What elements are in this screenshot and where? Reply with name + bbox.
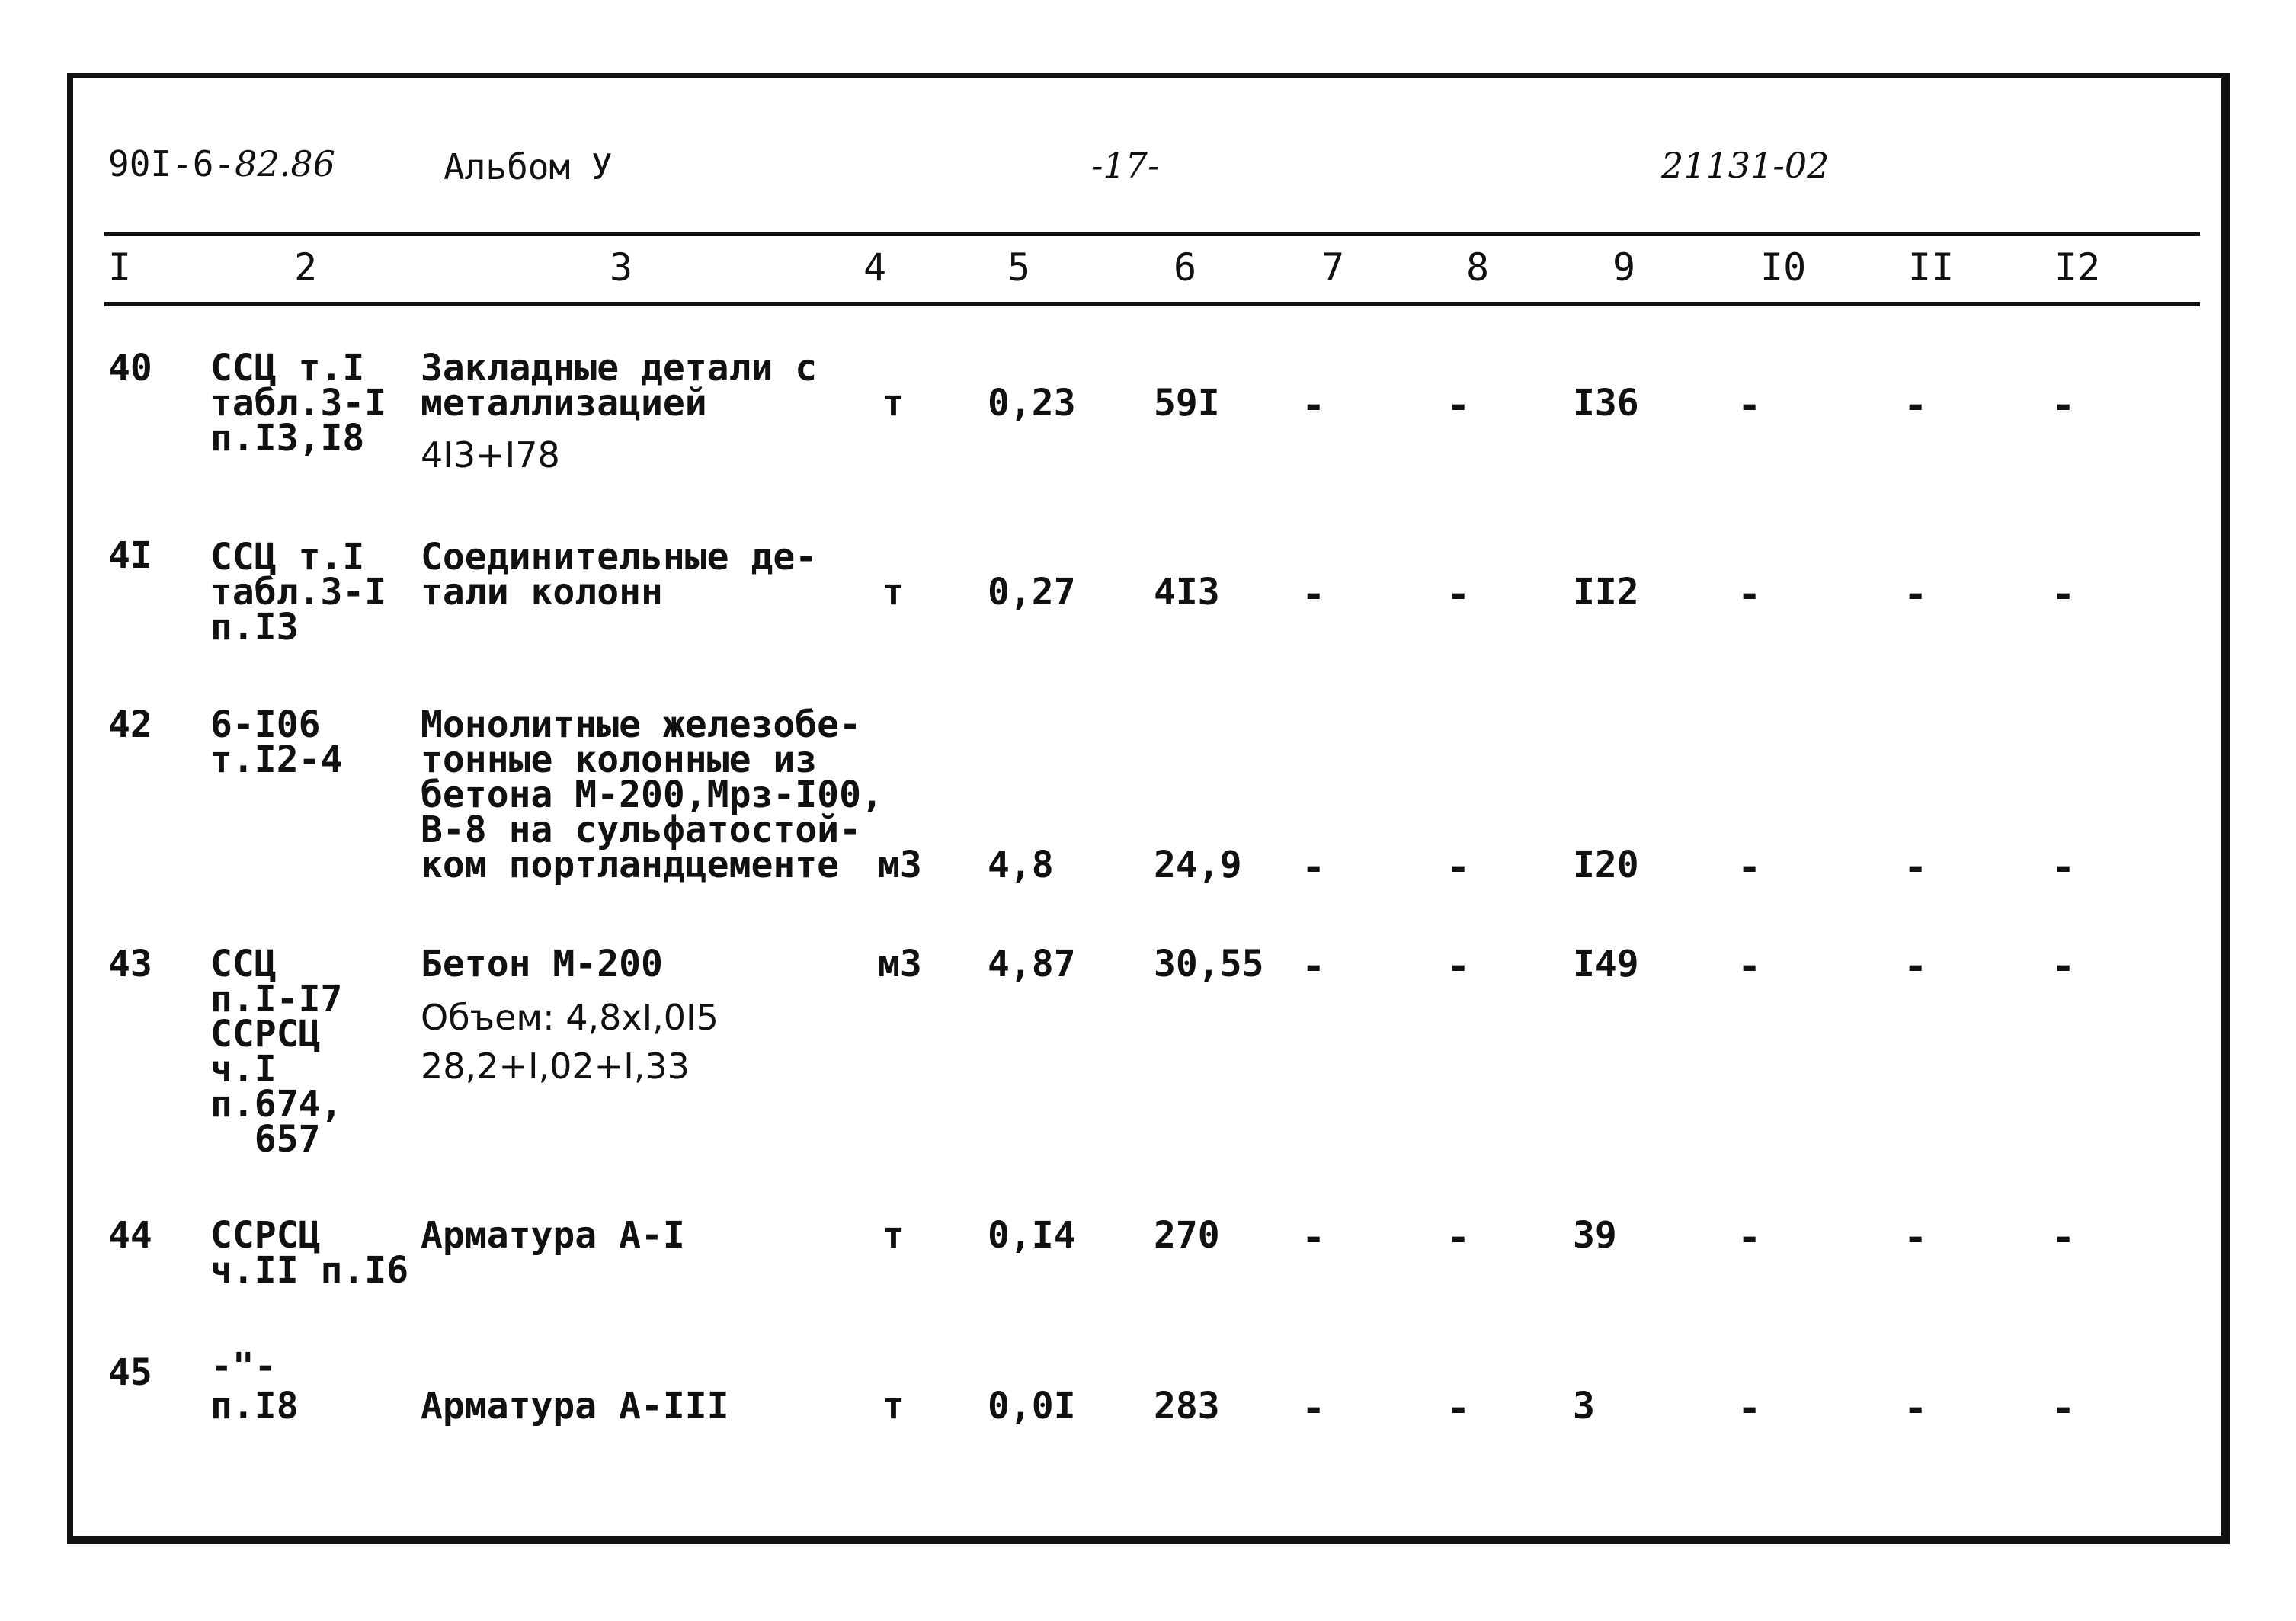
row-43-c9: I49 [1573,943,1639,985]
row-40-ref-2: табл.3-I [210,382,387,424]
row-42-c8: - [1446,844,1471,890]
sheet-number: 21131-02 [1661,145,1830,186]
col-header-1: I [108,245,132,290]
col-header-5: 5 [1007,245,1031,290]
col-header-9: 9 [1612,245,1636,290]
row-42-c10: - [1737,844,1762,890]
row-43-ref-1: ССЦ [210,943,277,985]
row-42-qty: 4,8 [988,844,1054,886]
row-43-note-2: 28,2+I,02+I,33 [421,1046,690,1087]
page-frame [67,73,2230,1544]
col-header-10: I0 [1760,245,1807,290]
row-41-c9: II2 [1573,571,1639,613]
row-44-name-1: Арматура А-I [421,1214,685,1257]
row-43-note-1: Объем: 4,8хI,0I5 [421,997,719,1038]
col-header-4: 4 [863,245,887,290]
page-number: -17- [1091,145,1160,186]
row-44-ref-2: ч.II п.I6 [210,1249,409,1292]
row-45-c9: 3 [1573,1385,1595,1427]
row-43-ref-3: ССРСЦ [210,1013,321,1056]
row-42-ref-1: 6-I06 [210,703,321,746]
row-41-price: 4I3 [1154,571,1220,613]
row-42-name-1: Монолитные железобе- [421,703,861,746]
row-40-c12: - [2051,383,2076,428]
row-41-unit: т [882,571,905,613]
row-44-ref-1: ССРСЦ [210,1214,321,1257]
row-45-c8: - [1446,1386,1471,1431]
row-41-c11: - [1904,572,1928,617]
row-44-c12: - [2051,1215,2076,1261]
row-44-c8: - [1446,1215,1471,1261]
col-header-8: 8 [1466,245,1490,290]
col-header-12: I2 [2054,245,2101,290]
row-43-name-1: Бетон М-200 [421,943,663,985]
row-40-c10: - [1737,383,1762,428]
row-42-c12: - [2051,844,2076,890]
row-43-price: 30,55 [1154,943,1264,985]
row-43-ref-6: 657 [210,1118,321,1161]
row-43-qty: 4,87 [988,943,1076,985]
col-header-3: 3 [610,245,633,290]
row-43-c7: - [1302,943,1326,989]
row-43-c10: - [1737,943,1762,989]
row-43-c11: - [1904,943,1928,989]
row-40-unit: т [882,382,905,424]
row-45-c11: - [1904,1386,1928,1431]
row-44-c11: - [1904,1215,1928,1261]
row-44-c7: - [1302,1215,1326,1261]
row-44-unit: т [882,1214,905,1257]
row-41-ref-2: табл.3-I [210,571,387,613]
row-42-name-5: ком портландцементе [421,844,840,886]
row-40-c8: - [1446,383,1471,428]
row-42-name-4: В-8 на сульфатостой- [421,809,861,851]
row-45-price: 283 [1154,1385,1220,1427]
row-40-ref-1: ССЦ т.I [210,347,365,389]
row-45-c12: - [2051,1386,2076,1431]
row-45-name-1: Арматура А-III [421,1385,729,1427]
row-40-note-1: 4I3+I78 [421,434,560,476]
row-41-name-2: тали колонн [421,571,663,613]
row-40-ref-3: п.I3,I8 [210,417,365,460]
row-45-c7: - [1302,1386,1326,1431]
header-rule-top [104,232,2200,236]
row-41-qty: 0,27 [988,571,1076,613]
row-40-qty: 0,23 [988,382,1076,424]
row-40-c7: - [1302,383,1326,428]
row-42-c11: - [1904,844,1928,890]
row-44-qty: 0,I4 [988,1214,1076,1257]
row-45-qty: 0,0I [988,1385,1076,1427]
row-41-num: 4I [108,534,152,577]
row-42-unit: м3 [878,844,922,886]
row-41-ref-3: п.I3 [210,606,299,649]
row-45-num: 45 [108,1351,152,1394]
row-42-c7: - [1302,844,1326,890]
row-45-ref-2: п.I8 [210,1385,299,1427]
row-42-num: 42 [108,703,152,746]
row-41-c8: - [1446,572,1471,617]
row-42-c9: I20 [1573,844,1639,886]
col-header-6: 6 [1174,245,1197,290]
row-42-name-3: бетона М-200,Мрз-I00, [421,774,883,816]
row-44-price: 270 [1154,1214,1220,1257]
row-43-ref-2: п.I-I7 [210,978,343,1020]
col-header-7: 7 [1321,245,1345,290]
row-40-name-2: металлизацией [421,382,707,424]
col-header-2: 2 [294,245,318,290]
row-44-c9: 39 [1573,1214,1617,1257]
header-rule-bottom [104,302,2200,306]
row-40-c9: I36 [1573,382,1639,424]
col-header-11: II [1908,245,1955,290]
row-43-ref-5: п.674, [210,1083,343,1126]
row-45-c10: - [1737,1386,1762,1431]
row-42-ref-2: т.I2-4 [210,738,343,781]
row-43-unit: м3 [878,943,922,985]
row-43-c8: - [1446,943,1471,989]
row-40-name-1: Закладные детали с [421,347,818,389]
row-43-num: 43 [108,943,152,985]
row-42-name-2: тонные колонные из [421,738,818,781]
row-41-c12: - [2051,572,2076,617]
row-45-unit: т [882,1385,905,1427]
row-41-ref-1: ССЦ т.I [210,536,365,578]
album-label: Альбом У [444,146,613,187]
row-44-num: 44 [108,1214,152,1257]
row-45-ref-1: -"- [210,1345,277,1388]
row-41-c7: - [1302,572,1326,617]
row-42-price: 24,9 [1154,844,1242,886]
row-43-ref-4: ч.I [210,1048,277,1091]
row-40-num: 40 [108,347,152,389]
row-44-c10: - [1737,1215,1762,1261]
row-40-price: 59I [1154,382,1220,424]
row-43-c12: - [2051,943,2076,989]
row-41-name-1: Соединительные де- [421,536,818,578]
row-41-c10: - [1737,572,1762,617]
doc-code: 90I-6-82.86 [108,143,335,184]
row-40-c11: - [1904,383,1928,428]
